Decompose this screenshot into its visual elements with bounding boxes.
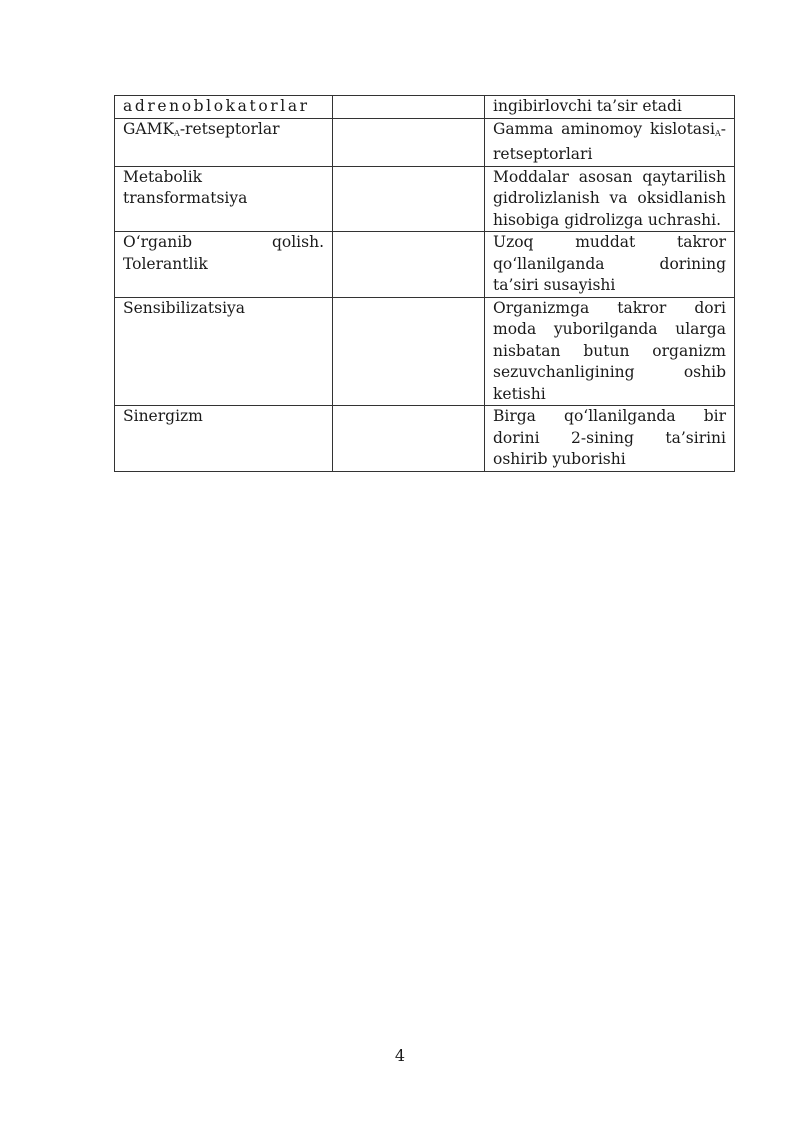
table-row bbox=[115, 166, 735, 232]
term-cell: Metabolik transformatsiya bbox=[115, 166, 333, 232]
definition-cell: Moddalar asosan qaytarilish gidrolizlanish va oksidlanish hisobiga gidrolizga uchrashi. bbox=[485, 166, 735, 232]
definition-subscript: A bbox=[714, 128, 721, 138]
definition-cell: Uzoq muddat takror qo‘llanilganda dorining ta’siri susayishi bbox=[485, 232, 735, 298]
term-cell: Sensibilizatsiya bbox=[115, 297, 333, 406]
definition-cell: Birga qo‘llanilganda bir dorini 2-sining ta’sirini oshirib yuborishi bbox=[485, 406, 735, 472]
middle-cell bbox=[333, 118, 485, 166]
middle-cell bbox=[333, 232, 485, 298]
definition-cell bbox=[485, 118, 735, 166]
term-cell: O‘rganib qolish. Tolerantlik bbox=[115, 232, 333, 298]
table-row bbox=[115, 406, 735, 472]
term-cell: adrenoblokatorlar bbox=[115, 96, 333, 119]
table-row bbox=[115, 297, 735, 406]
table-row bbox=[115, 96, 735, 119]
terms-table bbox=[114, 95, 735, 472]
table-row bbox=[115, 118, 735, 166]
middle-cell bbox=[333, 297, 485, 406]
table-row bbox=[115, 232, 735, 298]
middle-cell bbox=[333, 96, 485, 119]
middle-cell bbox=[333, 166, 485, 232]
definition-rest: -retseptorlari bbox=[493, 119, 726, 163]
term-cell: Sinergizm bbox=[115, 406, 333, 472]
term-main: GAMK bbox=[123, 119, 175, 138]
definition-cell: ingibirlovchi ta’sir etadi bbox=[485, 96, 735, 119]
term-cell bbox=[115, 118, 333, 166]
definition-main: Gamma aminomoy kislotasi bbox=[493, 119, 715, 138]
page-number: 4 bbox=[394, 1046, 406, 1065]
term-rest: -retseptorlar bbox=[179, 119, 280, 138]
definition-cell: Organizmga takror dori moda yuborilganda ularga nisbatan butun organizm sezuvchanligining oshib ketishi bbox=[485, 297, 735, 406]
middle-cell bbox=[333, 406, 485, 472]
term-subscript: A bbox=[174, 128, 180, 138]
